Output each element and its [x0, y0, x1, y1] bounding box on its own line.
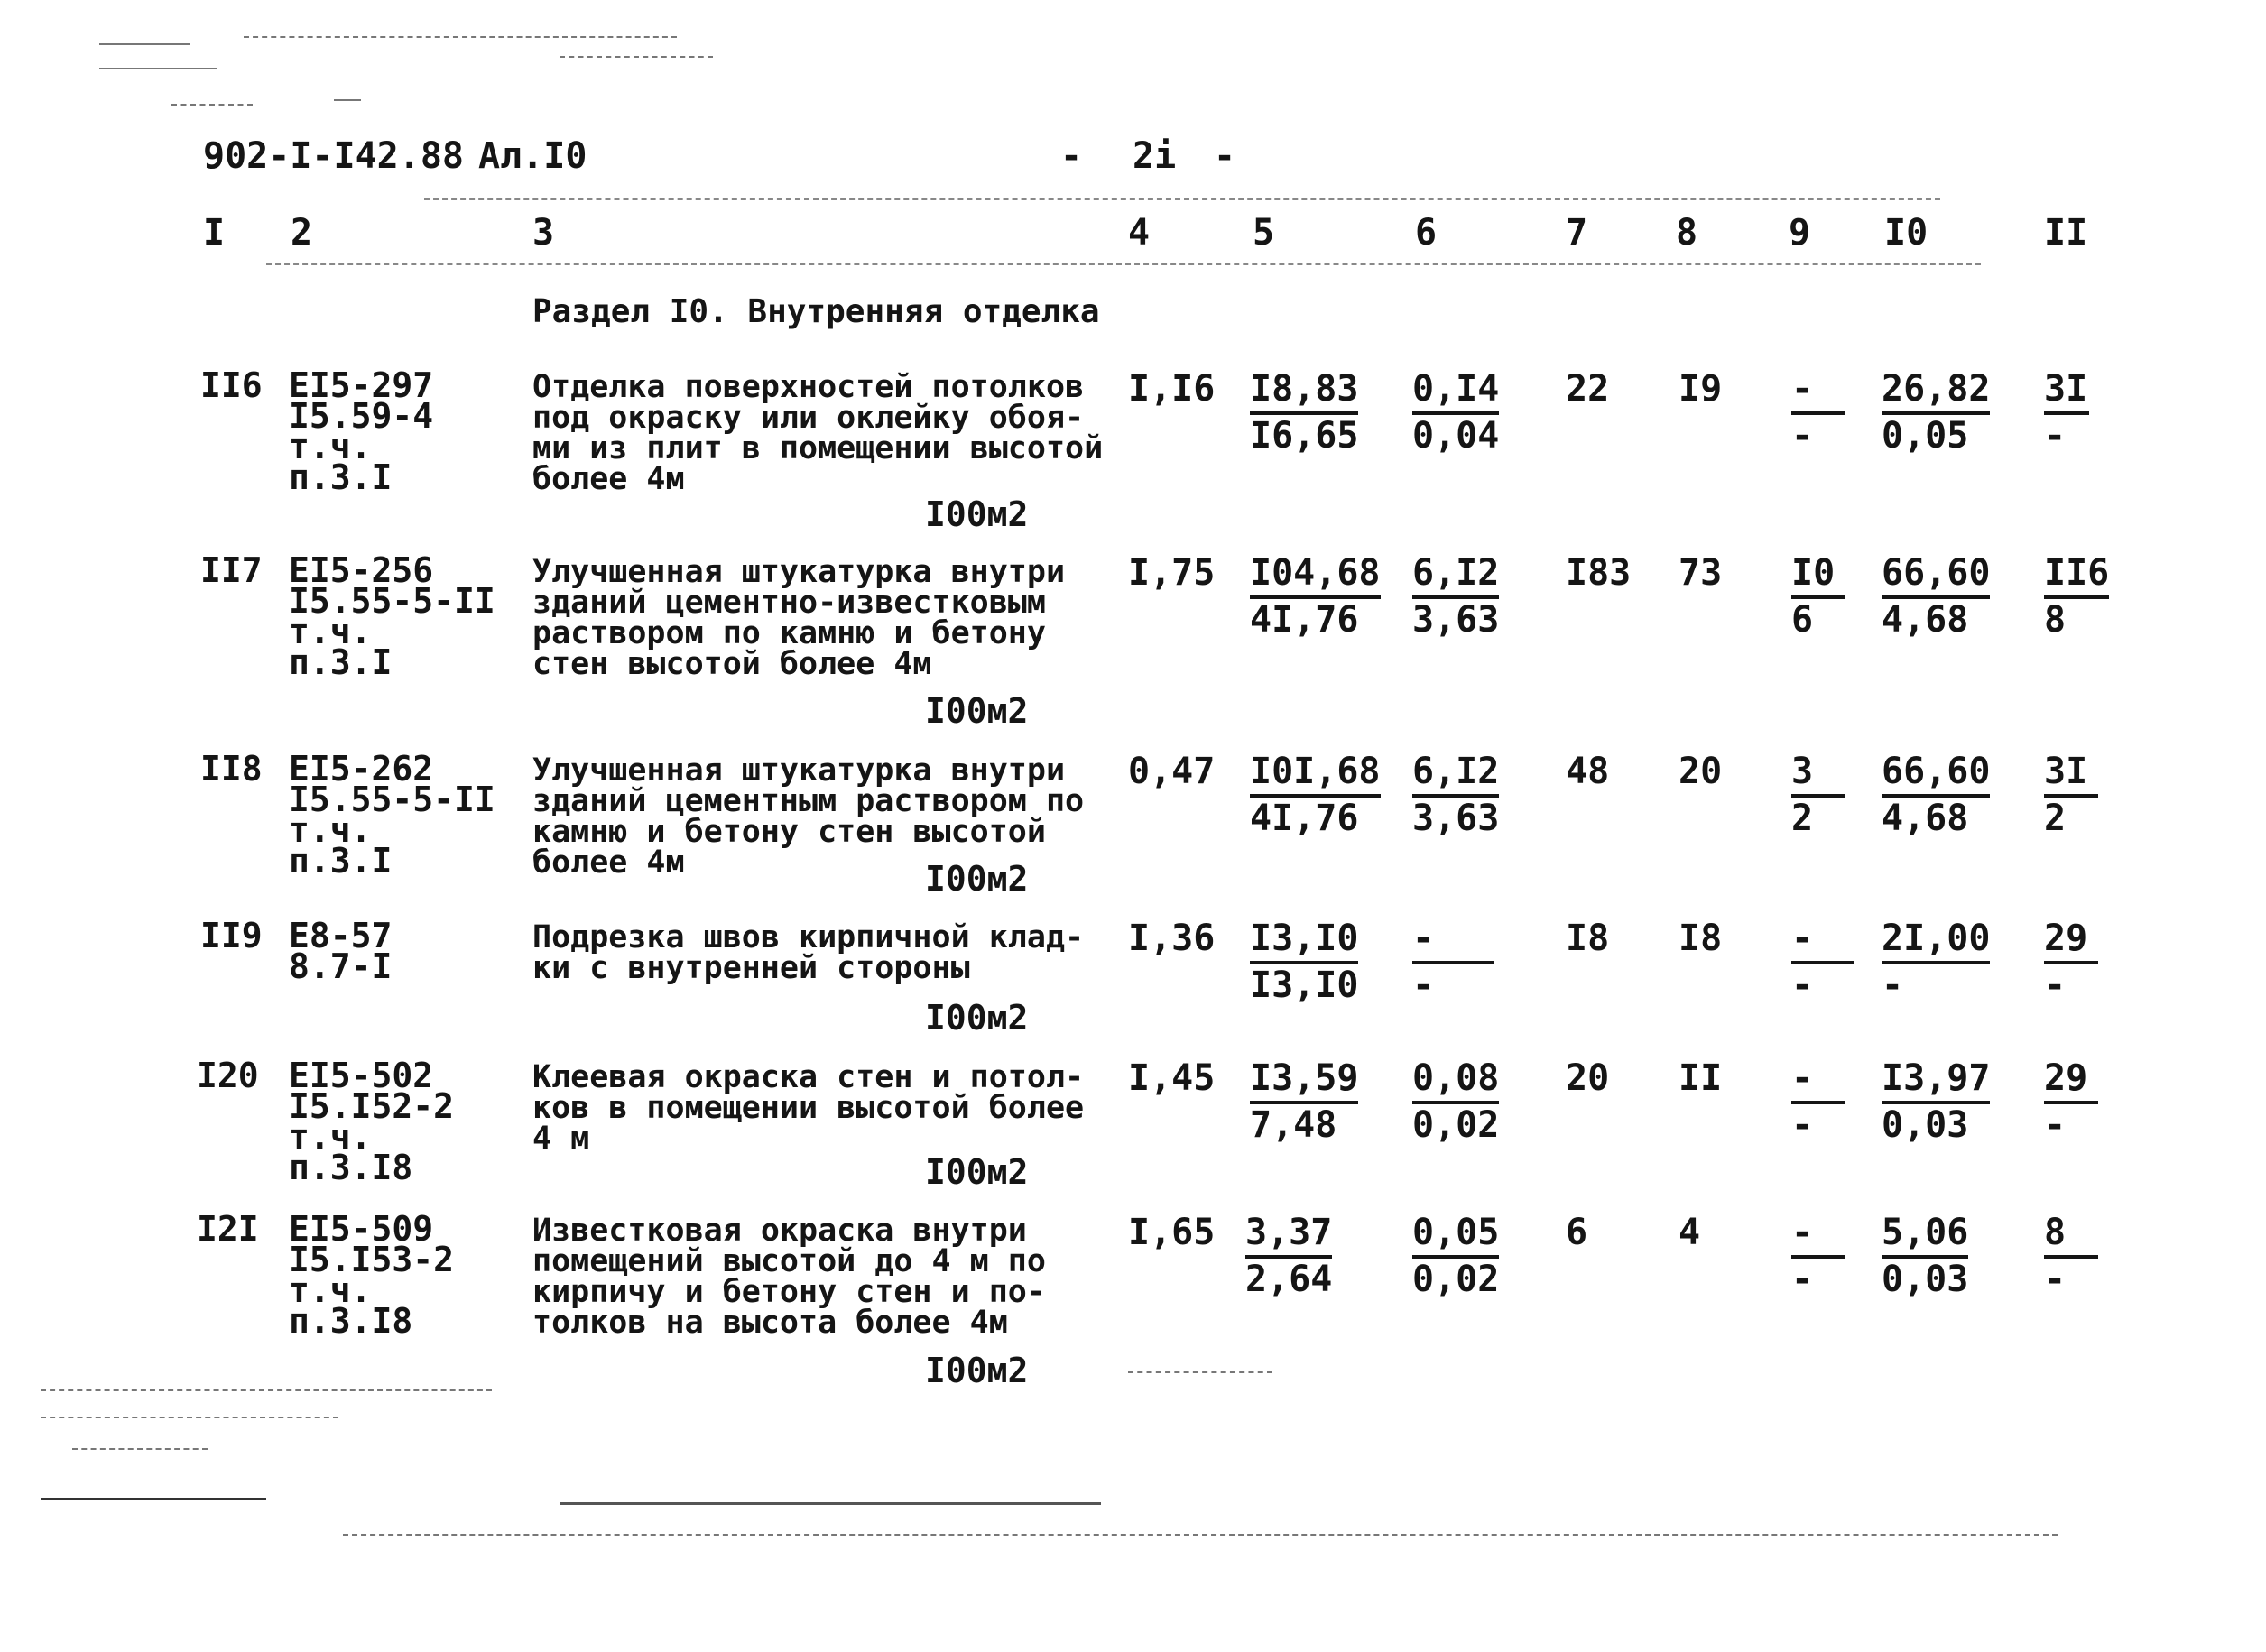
- column-header: I: [203, 212, 226, 254]
- column-header: II: [2044, 212, 2088, 254]
- norm-code: EI5-502 I5.I52-2 т.ч. п.3.I8: [289, 1056, 455, 1187]
- col8-value: I8: [1679, 918, 1723, 959]
- scan-artifact: [560, 56, 713, 58]
- row-number: I20: [197, 1056, 259, 1095]
- col6-value: 6,I2 3,63: [1412, 751, 1500, 839]
- column-header: 2: [291, 212, 313, 254]
- col9-value: - -: [1791, 918, 1854, 1006]
- unit-label: I00м2: [925, 859, 1029, 899]
- col11-value: II6 8: [2044, 552, 2110, 641]
- work-description: Улучшенная штукатурка внутри зданий цементным раствором по камню и бетону стен высотой более 4м: [532, 752, 1085, 881]
- quantity: I,I6: [1128, 368, 1216, 410]
- scan-artifact: [343, 1534, 2058, 1536]
- col9-value: I0 6: [1791, 552, 1845, 641]
- column-header: I0: [1884, 212, 1928, 254]
- page-number: 2i: [1133, 135, 1177, 177]
- column-header-bottom-rule: [266, 263, 1981, 265]
- col6-value: - -: [1412, 918, 1494, 1006]
- unit-label: I00м2: [925, 494, 1029, 534]
- scan-artifact: [41, 1498, 266, 1500]
- column-header: 7: [1566, 212, 1588, 254]
- work-description: Отделка поверхностей потолков под окраску или оклейку обоя- ми из плит в помещении высотой более 4м: [532, 369, 1104, 497]
- col9-value: - -: [1791, 1057, 1845, 1146]
- col8-value: I9: [1679, 368, 1723, 410]
- unit-label: I00м2: [925, 1351, 1029, 1390]
- scan-artifact: [171, 104, 253, 106]
- col8-value: 4: [1679, 1212, 1701, 1253]
- col7-value: 6: [1566, 1212, 1588, 1253]
- col8-value: 20: [1679, 751, 1723, 792]
- col8-value: II: [1679, 1057, 1723, 1099]
- norm-code: EI5-509 I5.I53-2 т.ч. п.3.I8: [289, 1209, 455, 1341]
- column-header: 3: [532, 212, 555, 254]
- unit-label: I00м2: [925, 998, 1029, 1038]
- quantity: I,45: [1128, 1057, 1216, 1099]
- col6-value: 6,I2 3,63: [1412, 552, 1500, 641]
- norm-code: E8-57 8.7-I: [289, 916, 393, 986]
- scan-artifact: [41, 1389, 492, 1391]
- row-number: II6: [200, 365, 263, 405]
- col6-value: 0,08 0,02: [1412, 1057, 1500, 1146]
- col5-value: 3,37 2,64: [1245, 1212, 1333, 1300]
- col5-value: I3,59 7,48: [1250, 1057, 1359, 1146]
- quantity: I,65: [1128, 1212, 1216, 1253]
- quantity: I,36: [1128, 918, 1216, 959]
- col5-value: I3,I0 I3,I0: [1250, 918, 1359, 1006]
- column-header: 4: [1128, 212, 1151, 254]
- column-header: 5: [1253, 212, 1275, 254]
- row-number: II9: [200, 916, 263, 955]
- scan-artifact: [1128, 1371, 1272, 1373]
- col11-value: 3I -: [2044, 368, 2088, 457]
- col10-value: I3,97 0,03: [1882, 1057, 1991, 1146]
- col9-value: - -: [1791, 1212, 1845, 1300]
- page-dash-left: -: [1060, 135, 1083, 177]
- col10-value: 5,06 0,03: [1882, 1212, 1969, 1300]
- scan-artifact: [99, 68, 217, 69]
- unit-label: I00м2: [925, 1152, 1029, 1192]
- page-dash-right: -: [1214, 135, 1236, 177]
- row-number: II7: [200, 550, 263, 590]
- col11-value: 29 -: [2044, 1057, 2098, 1146]
- work-description: Улучшенная штукатурка внутри зданий цементно-известковым раствором по камню и бетону стен высотой более 4м: [532, 554, 1066, 682]
- col8-value: 73: [1679, 552, 1723, 594]
- quantity: 0,47: [1128, 751, 1216, 792]
- column-header: 8: [1676, 212, 1698, 254]
- work-description: Клеевая окраска стен и потол- ков в помещении высотой более 4 м: [532, 1059, 1085, 1157]
- header-top-rule: [424, 198, 1940, 200]
- scan-artifact: [41, 1417, 338, 1418]
- col10-value: 2I,00 -: [1882, 918, 1991, 1006]
- col11-value: 8 -: [2044, 1212, 2098, 1300]
- col7-value: 22: [1566, 368, 1610, 410]
- col9-value: 3 2: [1791, 751, 1845, 839]
- work-description: Известковая окраска внутри помещений высотой до 4 м по кирпичу и бетону стен и по- толков на высота более 4м: [532, 1213, 1046, 1341]
- col10-value: 66,60 4,68: [1882, 751, 1991, 839]
- col5-value: I0I,68 4I,76: [1250, 751, 1381, 839]
- column-header: 6: [1415, 212, 1438, 254]
- row-number: I2I: [197, 1209, 259, 1249]
- sheet-label: Ал.I0: [478, 135, 587, 177]
- col9-value: - -: [1791, 368, 1845, 457]
- scan-artifact: [72, 1448, 208, 1450]
- norm-code: EI5-256 I5.55-5-II т.ч. п.3.I: [289, 550, 495, 682]
- unit-label: I00м2: [925, 691, 1029, 731]
- section-title: Раздел I0. Внутренняя отделка: [532, 293, 1100, 330]
- col7-value: 48: [1566, 751, 1610, 792]
- scan-artifact: [334, 99, 361, 101]
- scan-artifact: [560, 1502, 1101, 1505]
- col6-value: 0,05 0,02: [1412, 1212, 1500, 1300]
- col11-value: 29 -: [2044, 918, 2098, 1006]
- col10-value: 66,60 4,68: [1882, 552, 1991, 641]
- col7-value: I8: [1566, 918, 1610, 959]
- column-header: 9: [1789, 212, 1811, 254]
- col10-value: 26,82 0,05: [1882, 368, 1991, 457]
- norm-code: EI5-297 I5.59-4 т.ч. п.3.I: [289, 365, 434, 497]
- col7-value: I83: [1566, 552, 1632, 594]
- document-code: 902-I-I42.88: [203, 135, 464, 177]
- col5-value: I8,83 I6,65: [1250, 368, 1359, 457]
- scan-artifact: [244, 36, 677, 38]
- row-number: II8: [200, 749, 263, 789]
- work-description: Подрезка швов кирпичной клад- ки с внутренней стороны: [532, 919, 1085, 986]
- col5-value: I04,68 4I,76: [1250, 552, 1381, 641]
- col11-value: 3I 2: [2044, 751, 2098, 839]
- norm-code: EI5-262 I5.55-5-II т.ч. п.3.I: [289, 749, 495, 881]
- col6-value: 0,I4 0,04: [1412, 368, 1500, 457]
- col7-value: 20: [1566, 1057, 1610, 1099]
- quantity: I,75: [1128, 552, 1216, 594]
- scan-artifact: [99, 43, 190, 45]
